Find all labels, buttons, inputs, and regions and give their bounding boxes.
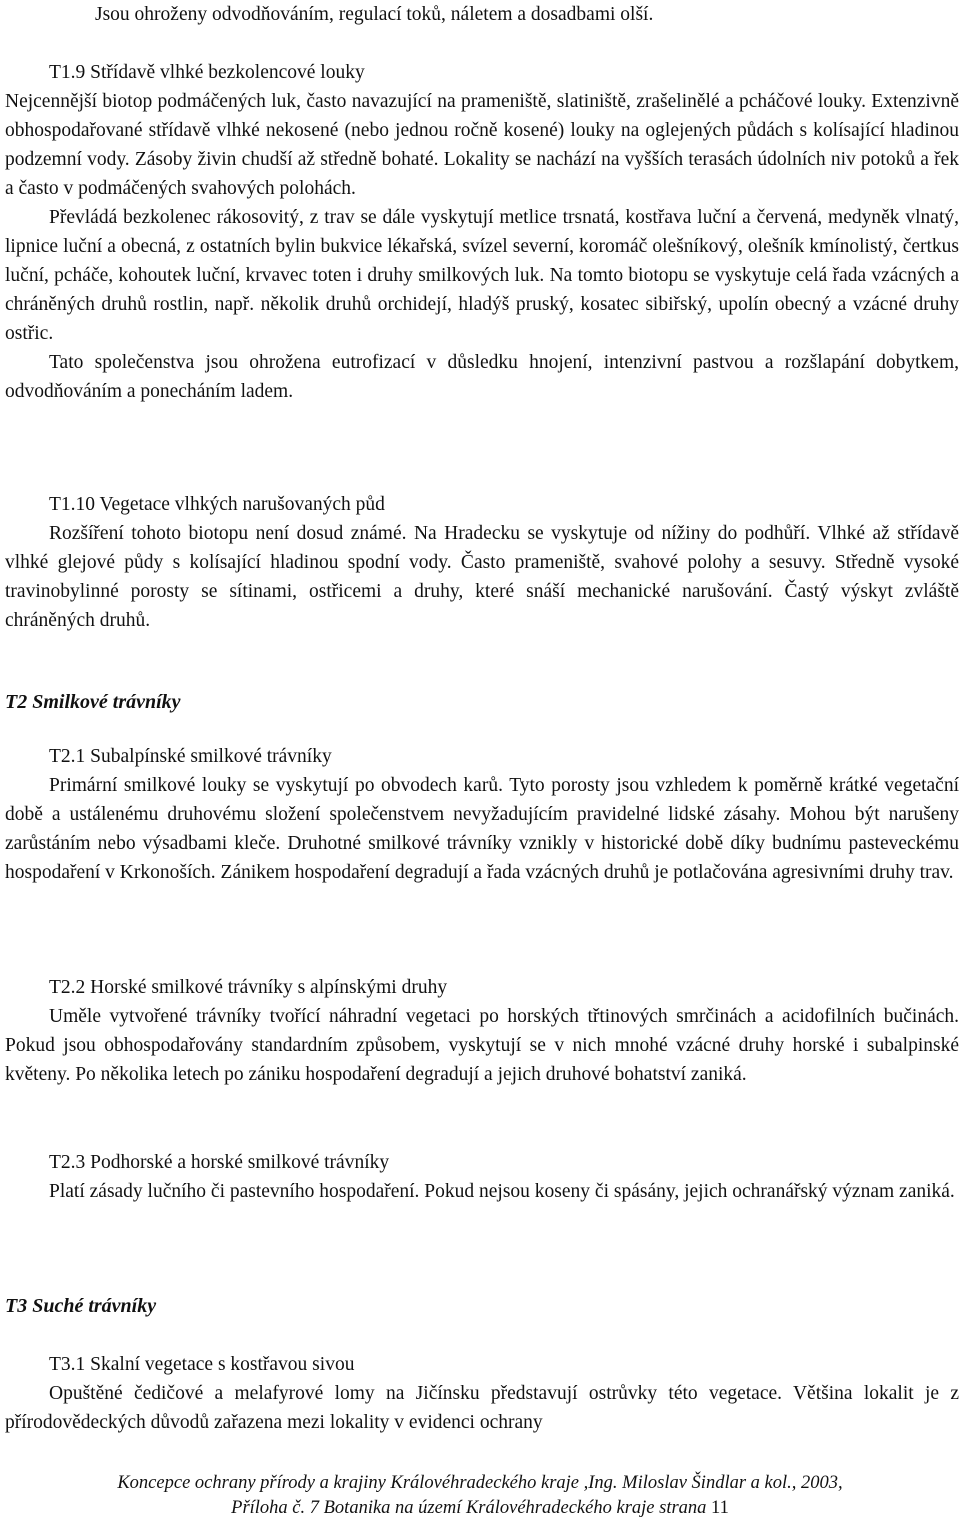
paragraph-t2-3-1: Platí zásady lučního či pastevního hospodaření. Pokud nejsou koseny či spásány, jejich ochranářský význam zaniká. [49, 1181, 955, 1202]
section-title-t2-2: T2.2 Horské smilkové trávníky s alpínskými druhy [49, 977, 448, 998]
section-t2-1 [5, 742, 959, 887]
paragraph-t1-9-1: Nejcennější biotop podmáčených luk, často navazující na prameniště, slatiniště, zrašelinělé a pcháčové louky. Extenzivně obhospodařované střídavě vlhké nekosené (nebo jednou ročně kosené) louky na oglejených půdách s kolísající hladinou podzemní vody. Zásoby živin chudší až středně bohaté. Lokality se nachází na vyšších terasách údolních niv potoků a řek a často v podmáčených svahových polohách. [5, 91, 959, 199]
top-line: Jsou ohroženy odvodňováním, regulací toků, náletem a dosadbami olší. [95, 4, 654, 25]
section-title-t2-1: T2.1 Subalpínské smilkové trávníky [49, 746, 332, 767]
top-continuation-text [95, 0, 955, 29]
section-t2-3 [5, 1148, 959, 1206]
footer-line-2-text: Příloha č. 7 Botanika na území Královéhradeckého kraje strana [231, 1498, 707, 1518]
footer-line-2 [0, 1496, 960, 1521]
paragraph-t1-9-2: Převládá bezkolenec rákosovitý, z trav se dále vyskytují metlice trsnatá, kostřava luční a červená, medyněk vlnatý, lipnice luční a obecná, z ostatních bylin bukvice lékařská, svízel severní, koromáč olešníkový, olešník kmínolistý, čertkus luční, pcháče, kohoutek luční, krvavec toten i druhy smilkových luk. Na tomto biotopu se vyskytuje celá řada vzácných a chráněných druhů rostlin, např. několik druhů orchidejí, hladýš pruský, kosatec sibiřský, upolín obecný a vzácné druhy ostřic. [5, 207, 959, 344]
section-t3-1 [5, 1350, 959, 1437]
paragraph-t1-9-3: Tato společenstva jsou ohrožena eutrofizací v důsledku hnojení, intenzivní pastvou a rozšlapání dobytkem, odvodňováním a ponecháním ladem. [5, 352, 959, 402]
section-title-t3-1: T3.1 Skalní vegetace s kostřavou sivou [49, 1354, 355, 1375]
paragraph-t2-1-1: Primární smilkové louky se vyskytují po obvodech karů. Tyto porosty jsou vzhledem k poměrně krátké vegetační době a ustálenému druhovému složení společenstvem nevyžadujícím pravidelné lidské zásahy. Mohou být narušeny zarůstáním nebo výsadbami kleče. Druhotné smilkové trávníky vznikly v historické době díky budnímu pasteveckému hospodaření v Krkonoších. Zánikem hospodaření degradují a řada vzácných druhů je potlačována agresivními druhy trav. [5, 775, 959, 883]
section-t2-2 [5, 973, 959, 1089]
section-t2 [5, 688, 959, 717]
chapter-heading-t3: T3 Suché trávníky [5, 1295, 157, 1317]
section-t3 [5, 1292, 959, 1321]
section-title-t2-3: T2.3 Podhorské a horské smilkové trávníky [49, 1152, 390, 1173]
paragraph-t3-1-1: Opuštěné čedičové a melafyrové lomy na Jičínsku představují ostrůvky této vegetace. Většina lokalit je z přírodovědeckých důvodů zařazena mezi lokality v evidenci ochrany [5, 1383, 959, 1433]
section-t1-10 [5, 490, 959, 635]
footer-line-1: Koncepce ochrany přírody a krajiny Královéhradeckého kraje ,Ing. Miloslav Šindlar a kol., 2003, [117, 1473, 843, 1493]
section-t1-9 [5, 58, 959, 406]
section-title-t1-9: T1.9 Střídavě vlhké bezkolencové louky [49, 62, 365, 83]
section-title-t1-10: T1.10 Vegetace vlhkých narušovaných půd [49, 494, 385, 515]
page-number: 11 [711, 1498, 729, 1518]
chapter-heading-t2: T2 Smilkové trávníky [5, 691, 181, 713]
paragraph-t1-10-1: Rozšíření tohoto biotopu není dosud známé. Na Hradecku se vyskytuje od nížiny do podhůří. Vlhké až střídavě vlhké glejové půdy s kolísající hladinou spodní vody. Často prameniště, svahové polohy a sesuvy. Středně vysoké travinobylinné porosty se sítinami, ostřicemi a druhy, které snáší mechanické narušování. Častý výskyt zvláště chráněných druhů. [5, 523, 959, 631]
page-footer [0, 1471, 960, 1521]
paragraph-t2-2-1: Uměle vytvořené trávníky tvořící náhradní vegetaci po horských třtinových smrčinách a acidofilních bučinách. Pokud jsou obhospodařovány standardním způsobem, vyskytují se v nich mnohé vzácné druhy horské i subalpinské květeny. Po několika letech po zániku hospodaření degradují a jejich druhové bohatství zaniká. [5, 1006, 959, 1085]
